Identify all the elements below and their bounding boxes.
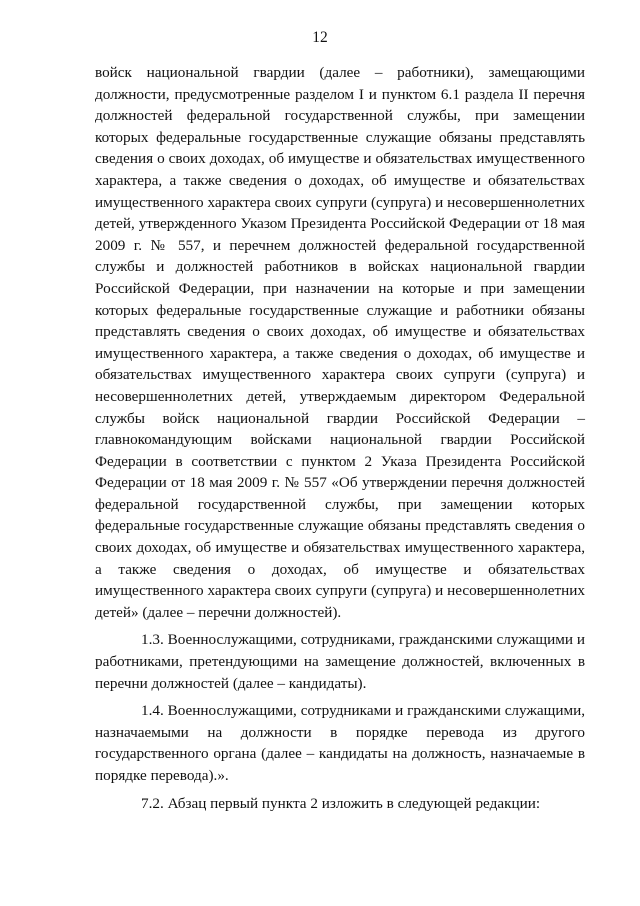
paragraph-7-2: 7.2. Абзац первый пункта 2 изложить в следующей редакции: [141,794,541,812]
paragraph-continuation: войск национальной гвардии (далее – работники), замещающими должности, предусмотренные разделом I и пунктом 6.1 раздела II перечня должностей федеральной государственной службы, при замещении которых федеральные государственные служащие обязаны представлять сведения о своих доходах, об имуществе и обязательствах имущественного характера, а также сведения о доходах, об имуществе и обязательствах имущественного характера своих супруги (супруга) и несовершеннолетних детей, утвержденного Указом Президента Российской Федерации от 18 мая 2009 г. № 557, и перечнем должностей федеральной государственной службы и должностей работников в войсках национальной гвардии Российской Федерации, при назначении на которые и при замещении которых федеральные государственные служащие и работники обязаны представлять сведения о своих доходах, об имуществе и обязательствах имущественного характера, а также сведения о доходах, об имуществе и обязательствах имущественного характера своих супруги (супруга) и несовершеннолетних детей, утверждаемым директором Федеральной службы войск национальной гвардии Российской Федерации – главнокомандующим войсками национальной гвардии Российской Федерации в соответствии с пунктом 2 Указа Президента Российской Федерации от 18 мая 2009 г. № 557 «Об утверждении перечня должностей федеральной государственной службы, при замещении которых федеральные государственные служащие обязаны представлять сведения о своих доходах, об имуществе и обязательствах имущественного характера, а также сведения о доходах, об имуществе и обязательствах имущественного характера своих супруги (супруга) и несовершеннолетних детей» (далее – перечни должностей). [95,64,585,621]
paragraph-1-3: 1.3. Военнослужащими, сотрудниками, гражданскими служащими и работниками, претендующими на замещение должностей, включенных в перечни должностей (далее – кандидаты). [95,631,585,692]
paragraph-1-4: 1.4. Военнослужащими, сотрудниками и гражданскими служащими, назначаемыми на должности в порядке перевода из другого государственного органа (далее – кандидаты на должность, назначаемые в порядке перевода).». [95,702,585,784]
page-number: 12 [312,29,328,46]
document-body [95,62,585,814]
